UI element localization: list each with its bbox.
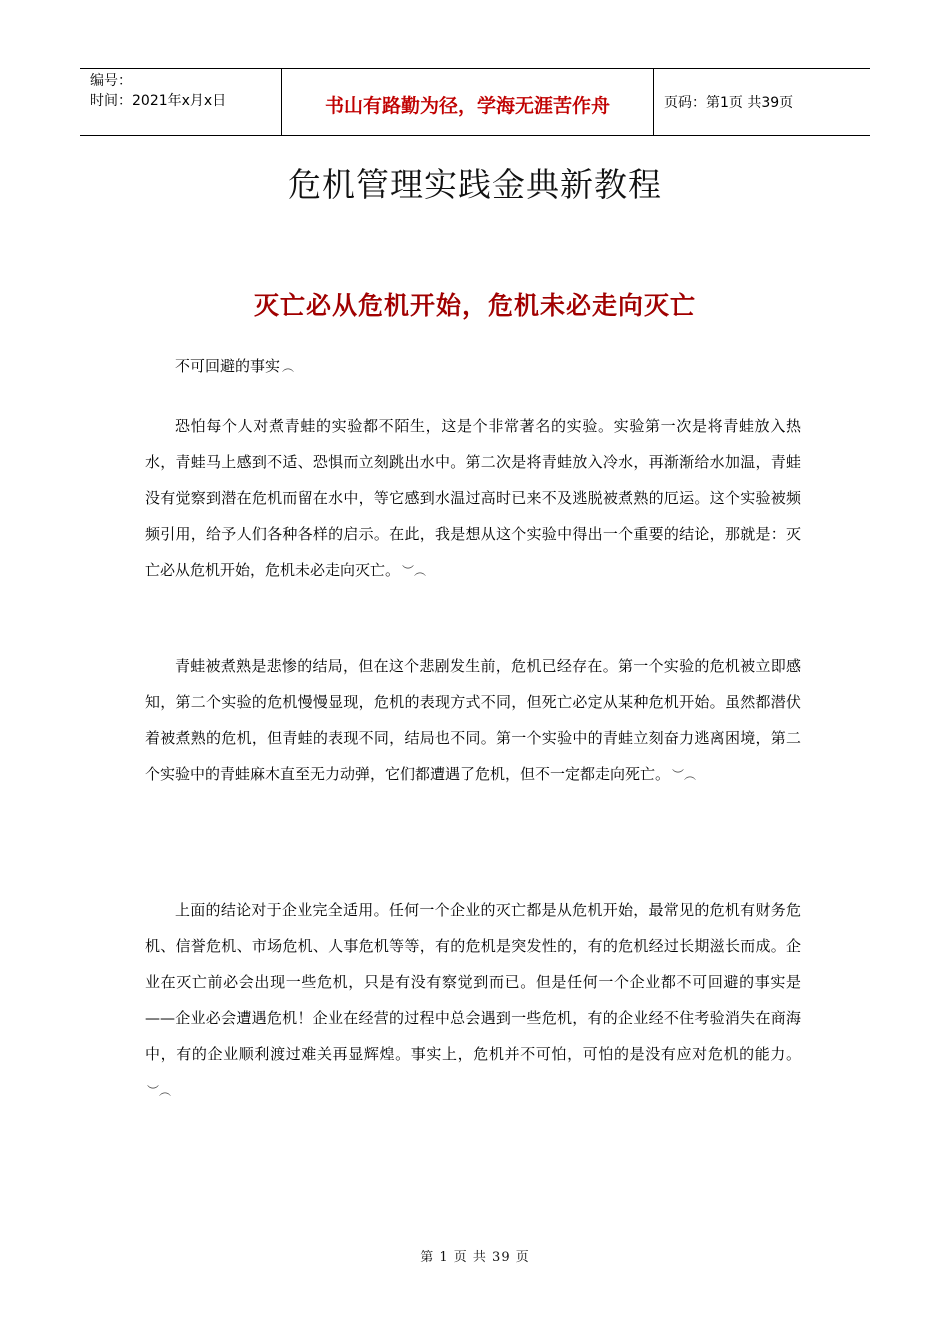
header-page-info: 页码：第1页 共39页 [664, 95, 794, 111]
header-table [80, 68, 870, 136]
paragraph [145, 892, 801, 1109]
paragraph-mark: ︶︵ [672, 768, 697, 782]
paragraph [145, 348, 801, 385]
paragraph [145, 648, 801, 793]
page-footer: 第 1 页 共 39 页 [420, 1250, 530, 1265]
paragraph-text: 上面的结论对于企业完全适用。任何一个企业的灭亡都是从危机开始，最常见的危机有财务危机、信誉危机、市场危机、人事危机等等，有的危机是突发性的，有的危机经过长期滋长而成。企业在灭亡前必会出现一些危机，只是有没有察觉到而已。但是任何一个企业都不可回避的事实是——企业必会遭遇危机！企业在经营的过程中总会遇到一些危机，有的企业经不住考验消失在商海中，有的企业顺利渡过难关再显辉煌。事实上，危机并不可怕，可怕的是没有应对危机的能力。 [145, 901, 801, 1063]
paragraph-text: 青蛙被煮熟是悲惨的结局，但在这个悲剧发生前，危机已经存在。第一个实验的危机被立即感知，第二个实验的危机慢慢显现，危机的表现方式不同，但死亡必定从某种危机开始。虽然都潜伏着被煮熟的危机，但青蛙的表现不同，结局也不同。第一个实验中的青蛙立刻奋力逃离困境，第二个实验中的青蛙麻木直至无力动弹，它们都遭遇了危机，但不一定都走向死亡。 [145, 657, 801, 783]
paragraph-mark: ︶︵ [147, 1084, 172, 1098]
paragraph-text: 不可回避的事实 [175, 357, 281, 375]
serial-label: 编号： [90, 73, 132, 89]
paragraph-text: 恐怕每个人对煮青蛙的实验都不陌生，这是个非常著名的实验。实验第一次是将青蛙放入热水，青蛙马上感到不适、恐惧而立刻跳出水中。第二次是将青蛙放入冷水，再渐渐给水加温，青蛙没有觉察到潜在危机而留在水中，等它感到水温过高时已来不及逃脱被煮熟的厄运。这个实验被频频引用，给予人们各种各样的启示。在此，我是想从这个实验中得出一个重要的结论，那就是：灭亡必从危机开始，危机未必走向灭亡。 [145, 417, 801, 579]
document-title: 危机管理实践金典新教程 [288, 165, 662, 204]
paragraph [145, 408, 801, 589]
time-label: 时间：2021年x月x日 [90, 93, 227, 109]
section-heading: 灭亡必从危机开始，危机未必走向灭亡 [253, 291, 696, 320]
paragraph-mark: ︶︵ [402, 564, 427, 578]
paragraph-mark: ︵ [282, 360, 295, 374]
header-motto: 书山有路勤为径，学海无涯苦作舟 [282, 69, 654, 135]
header-meta-cell [80, 69, 282, 135]
